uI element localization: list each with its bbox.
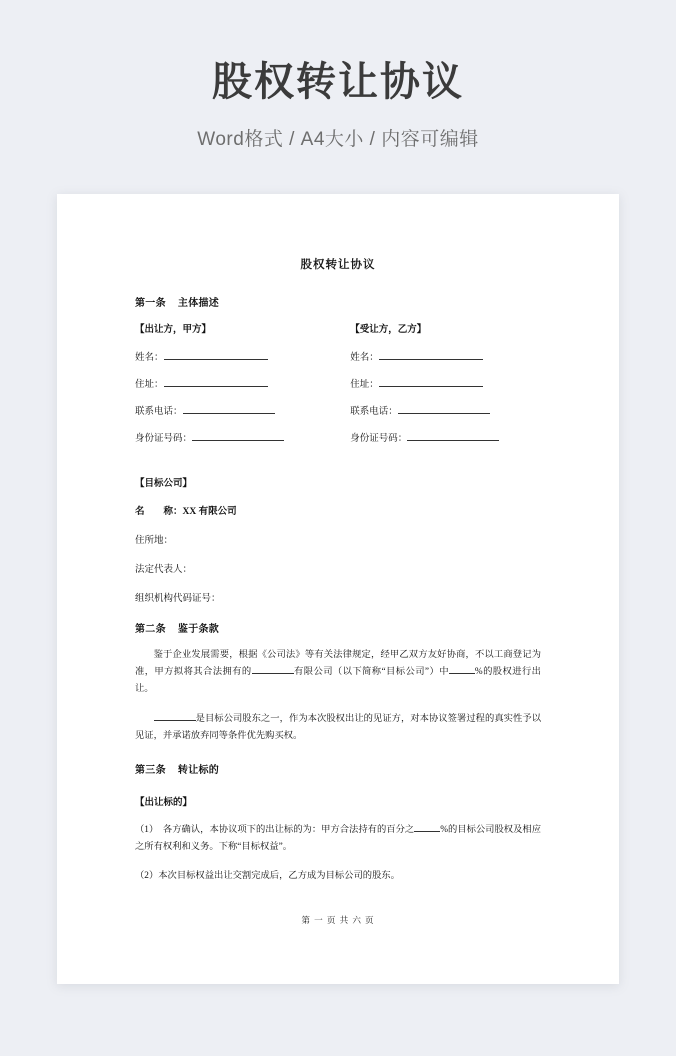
field-label: 姓名： — [350, 353, 379, 363]
target-company-legal-rep[interactable]: 法定代表人： — [135, 565, 193, 575]
input-blank[interactable] — [379, 377, 483, 387]
para-text: （1） 各方确认，本协议项下的出让标的为：甲方合法持有的百分之 — [135, 824, 415, 835]
parties-row — [135, 321, 541, 457]
para-text: %的目标公司股权及相应之所有权利和义务。下称“目标权益”。 — [135, 824, 542, 853]
input-blank[interactable] — [252, 664, 294, 674]
field-label: 姓名： — [135, 353, 164, 363]
input-blank[interactable] — [183, 404, 275, 414]
section-3-item-1 — [135, 822, 541, 856]
input-blank[interactable] — [414, 822, 440, 832]
transferee-heading: 【受让方，乙方】 — [350, 325, 427, 335]
field-label: 身份证号码： — [350, 434, 408, 444]
transferor-id-field[interactable] — [135, 430, 326, 444]
input-blank[interactable] — [379, 350, 483, 360]
section-heading-1 — [135, 294, 541, 309]
input-blank[interactable] — [398, 404, 490, 414]
para-text: 有限公司（以下简称“目标公司”）中 — [293, 667, 449, 678]
section-3-number: 第三条 — [135, 764, 166, 776]
input-blank[interactable] — [164, 377, 268, 387]
target-company-address[interactable]: 住所地： — [135, 536, 174, 546]
field-label: 住址： — [350, 380, 379, 390]
section-2-paragraph-2 — [135, 711, 541, 745]
input-blank[interactable] — [164, 350, 268, 360]
section-2-paragraph-1 — [135, 647, 541, 699]
transferor-name-field[interactable] — [135, 349, 326, 363]
transferor-heading: 【出让方，甲方】 — [135, 325, 212, 335]
section-3-item-2: （2）本次目标权益出让交割完成后，乙方成为目标公司的股东。 — [135, 871, 400, 882]
transferee-address-field[interactable] — [350, 376, 541, 390]
section-heading-2 — [135, 620, 541, 635]
page-header — [0, 0, 676, 151]
field-label: 住址： — [135, 380, 164, 390]
transferor-column — [135, 321, 326, 457]
input-blank[interactable] — [154, 711, 196, 721]
target-company-name: 名 称：XX 有限公司 — [135, 507, 237, 517]
input-blank[interactable] — [192, 431, 284, 441]
transferor-phone-field[interactable] — [135, 403, 326, 417]
page-subtitle: Word格式 / A4大小 / 内容可编辑 — [197, 129, 479, 150]
field-label: 联系电话： — [135, 407, 183, 417]
transferee-phone-field[interactable] — [350, 403, 541, 417]
field-label: 联系电话： — [350, 407, 398, 417]
document-preview[interactable] — [57, 194, 619, 984]
document-title: 股权转让协议 — [300, 259, 376, 271]
section-3-subheading: 【出让标的】 — [135, 797, 193, 808]
input-blank[interactable] — [449, 664, 475, 674]
section-1-number: 第一条 — [135, 298, 166, 309]
transferee-id-field[interactable] — [350, 430, 541, 444]
transferee-name-field[interactable] — [350, 349, 541, 363]
para-text: 是目标公司股东之一，作为本次股权出让的见证方，对本协议签署过程的真实性予以见证，并承诺放弃同等条件优先购买权。 — [135, 713, 541, 741]
section-2-number: 第二条 — [135, 624, 166, 635]
section-1-name: 主体描述 — [177, 298, 220, 309]
target-company-heading: 【目标公司】 — [135, 479, 193, 489]
para-text: 鉴于企业发展需要，根据《公司法》等有关法律规定，经甲乙双方友好协商，不以工商登记为准，甲方拟将其合法拥有的 — [135, 650, 541, 678]
input-blank[interactable] — [407, 431, 499, 441]
section-3-name: 转让标的 — [177, 764, 220, 776]
field-label: 身份证号码： — [135, 434, 193, 444]
page-footer: 第 一 页 共 六 页 — [301, 915, 375, 925]
transferee-column — [350, 321, 541, 457]
transferor-address-field[interactable] — [135, 376, 326, 390]
page-title: 股权转让协议 — [212, 60, 464, 104]
para-text: %的股权进行出让。 — [135, 667, 541, 695]
section-heading-3 — [135, 761, 541, 776]
section-2-name: 鉴于条款 — [177, 624, 220, 635]
target-company-org-code[interactable]: 组织机构代码证号： — [135, 594, 221, 604]
